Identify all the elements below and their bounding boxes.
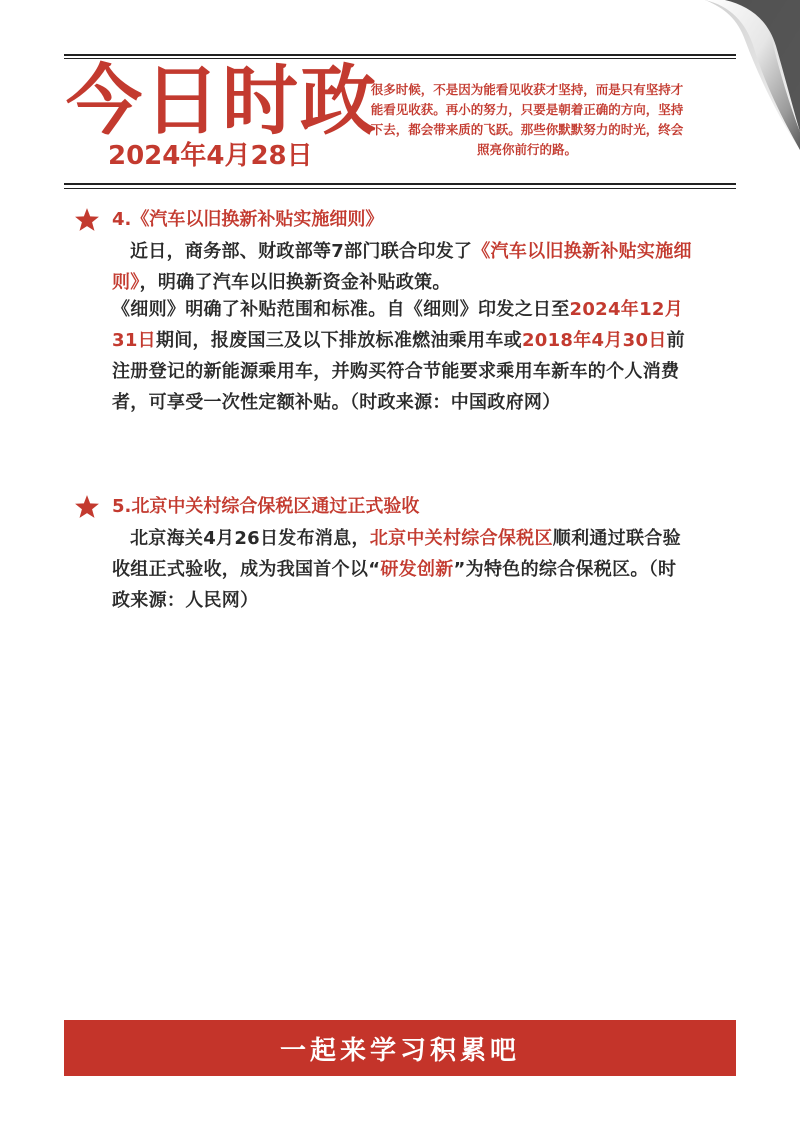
text: ”为特色的综合保税区。（时政来源：人民网） [112,559,677,611]
section-4-paragraph-1 [112,236,692,298]
text: 北京海关4月26日发布消息， [130,528,370,549]
text: 顺利通过联合验收组正式验收，成为我国首个以“ [112,528,681,580]
motto-text: 很多时候，不是因为能看见收获才坚持，而是只有坚持才能看见收获。再小的努力，只要是朝着正确的方向，坚持下去，都会带来质的飞跃。那些你默默努力的时光，终会照亮你前行的路。 [370,82,684,157]
text: 期间，报废国三及以下排放标准燃油乘用车或 [155,330,522,351]
page-title: 今日时政 [66,56,378,145]
text: 《细则》明确了补贴范围和标准。自《细则》印发之日至 [112,299,570,320]
issue-date: 2024年4月28日 [108,141,313,171]
header-rule-bottom [64,183,736,185]
star-icon [74,494,100,520]
section-title-5: 5.北京中关村综合保税区通过正式验收 [112,496,420,517]
section-5-paragraph-1 [112,523,692,616]
section-4-paragraph-2 [112,294,692,418]
text: ，明确了汽车以旧换新资金补贴政策。 [139,272,451,293]
star-icon [74,207,100,233]
footer-text: 一起来学习积累吧 [279,1035,520,1066]
section-title-4: 4.《汽车以旧换新补贴实施细则》 [112,209,384,230]
highlight: 2024年12月31日 [112,299,684,351]
highlight: 研发创新 [380,559,454,580]
highlight: 北京中关村综合保税区 [369,528,553,549]
text: 前注册登记的新能源乘用车，并购买符合节能要求乘用车新车的个人消费者，可享受一次性定额补贴。（时政来源：中国政府网） [112,330,685,413]
highlight: 2018年4月30日 [521,330,667,351]
header-rule-bottom-thin [64,188,736,189]
highlight: 《汽车以旧换新补贴实施细则》 [112,241,692,293]
footer-banner [64,1020,736,1076]
text: 近日，商务部、财政部等7部门联合印发了 [130,241,473,262]
